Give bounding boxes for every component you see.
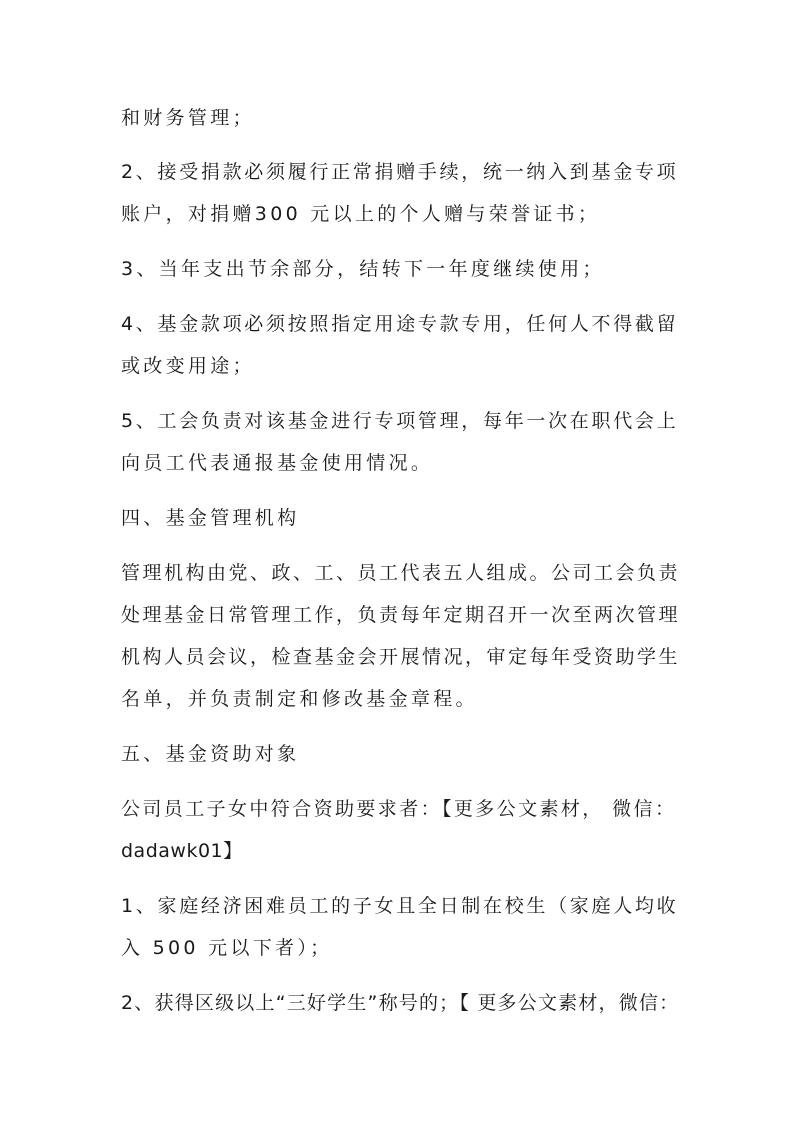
- criteria-2-line-1: 2、获得区级以上“三好学生”称号的；【 更多公文素材，微信：: [121, 992, 680, 1014]
- criteria-1-line-1: 1、家庭经济困难员工的子女且全日制在校生（家庭人均收: [121, 895, 679, 917]
- item-4-line-2: 或改变用途；: [121, 355, 255, 377]
- text-line-1: 和财务管理；: [121, 107, 255, 129]
- item-3-line: 3、当年支出节余部分，结转下一年度继续使用；: [121, 258, 605, 280]
- section-4-para-line-2: 处理基金日常管理工作，负责每年定期召开一次至两次管理: [121, 604, 681, 626]
- item-2-line-2: 账户，对捐赠300 元以上的个人赠与荣誉证书；: [121, 203, 601, 225]
- section-5-para-line-2: dadawk01】: [121, 840, 243, 862]
- section-4-para-line-3: 机构人员会议，检查基金会开展情况，审定每年受资助学生: [121, 646, 681, 668]
- criteria-1-line-2: 入 500 元以下者）；: [121, 937, 333, 959]
- section-5-para-line-1: 公司员工子女中符合资助要求者：【更多公文素材， 微信：: [121, 798, 677, 820]
- item-5-line-1: 5、工会负责对该基金进行专项管理，每年一次在职代会上: [121, 410, 679, 432]
- item-2-line-1: 2、接受捐款必须履行正常捐赠手续，统一纳入到基金专项: [121, 161, 679, 183]
- section-heading-4: 四、基金管理机构: [121, 507, 300, 529]
- item-4-line-1: 4、基金款项必须按照指定用途专款专用，任何人不得截留: [121, 313, 679, 335]
- item-5-line-2: 向员工代表通报基金使用情况。: [121, 452, 434, 474]
- section-4-para-line-4: 名单，并负责制定和修改基金章程。: [121, 688, 478, 710]
- section-4-para-line-1: 管理机构由党、政、工、员工代表五人组成。公司工会负责: [121, 562, 681, 584]
- section-heading-5: 五、基金资助对象: [121, 743, 300, 765]
